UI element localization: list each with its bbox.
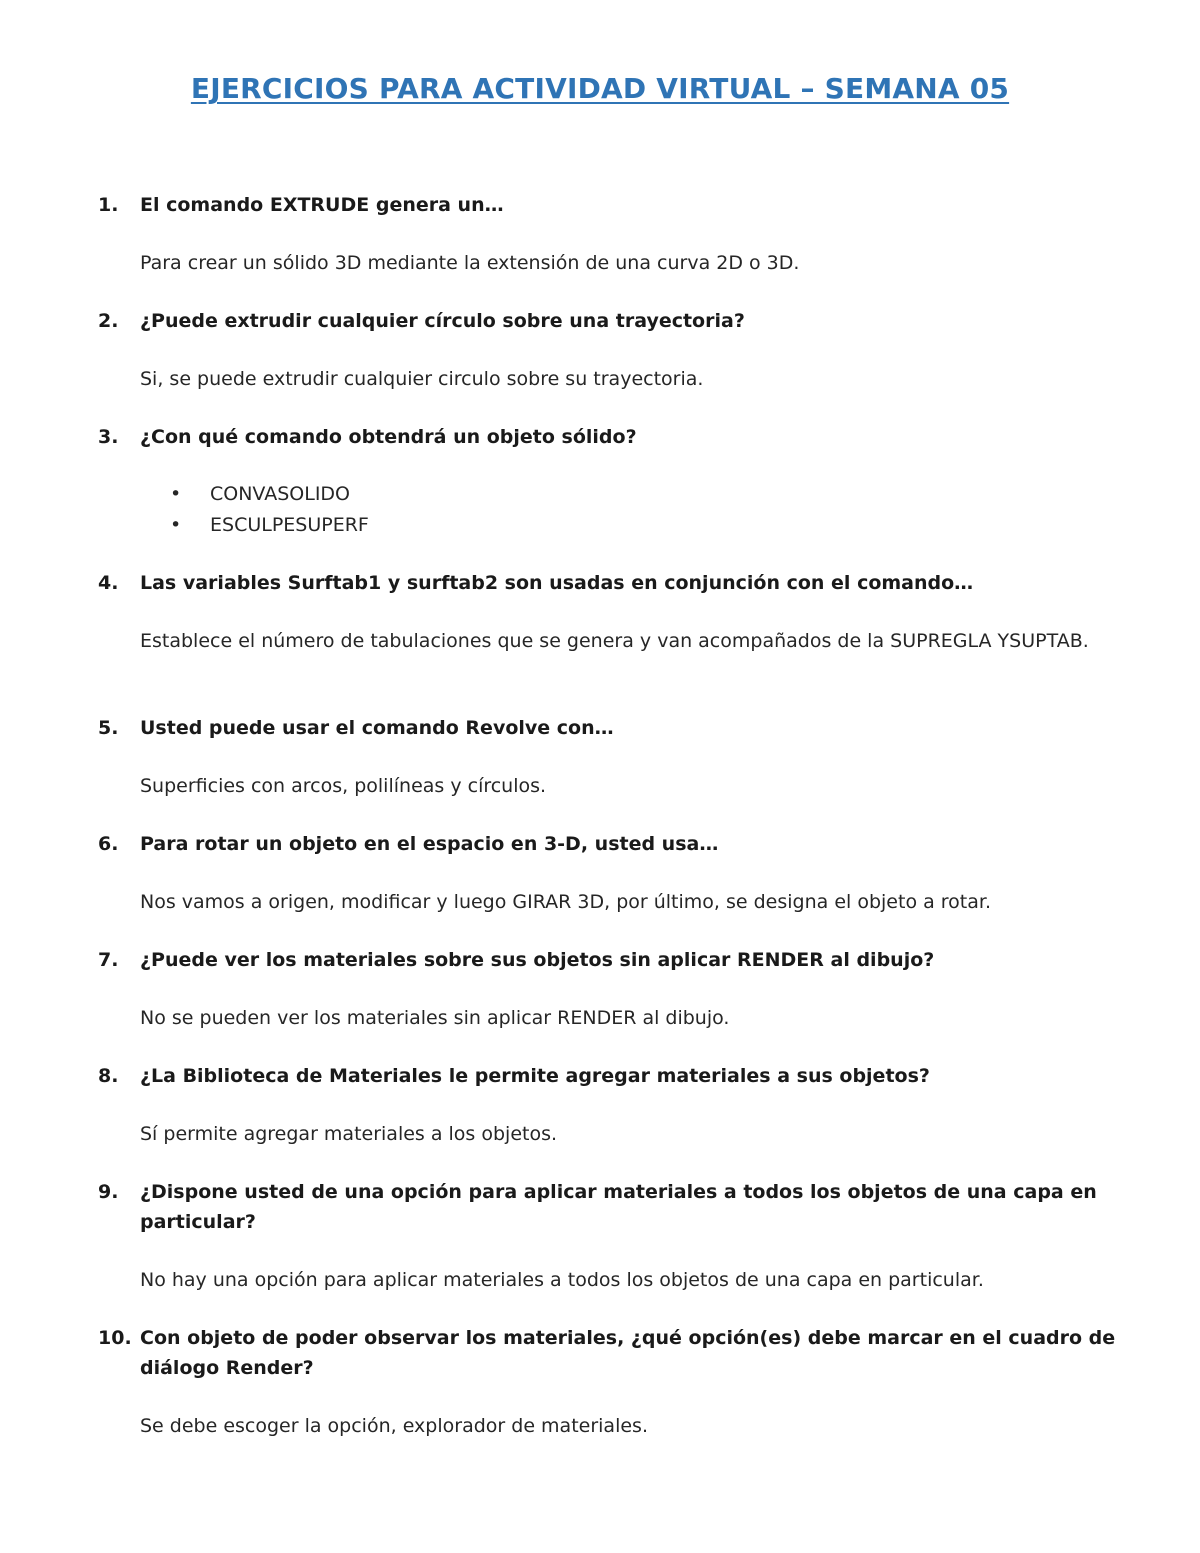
list-item: • ESCULPESUPERF [170,510,369,541]
question-10 [98,1323,1118,1383]
question-number: 4. [98,572,119,594]
question-8 [98,1061,1118,1091]
question-number: 6. [98,833,119,855]
question-number: 9. [98,1181,119,1203]
question-text: Usted puede usar el comando Revolve con… [140,717,614,739]
bullet-icon: • [170,514,182,536]
question-9 [98,1177,1118,1237]
question-number: 10. [98,1327,132,1349]
question-4 [98,568,1118,598]
question-1 [98,190,1118,220]
question-2 [98,306,1118,336]
question-number: 3. [98,426,119,448]
answer-3-list [170,479,369,541]
question-number: 8. [98,1065,119,1087]
question-text: ¿Con qué comando obtendrá un objeto sólido? [140,426,637,448]
question-number: 2. [98,310,119,332]
question-text: Las variables Surftab1 y surftab2 son usadas en conjunción con el comando… [140,572,974,594]
answer-5: Superficies con arcos, polilíneas y círculos. [140,775,547,797]
document-title: EJERCICIOS PARA ACTIVIDAD VIRTUAL – SEMANA 05 [190,72,1010,105]
answer-8: Sí permite agregar materiales a los objetos. [140,1123,558,1145]
question-number: 7. [98,949,119,971]
answer-7: No se pueden ver los materiales sin aplicar RENDER al dibujo. [140,1007,730,1029]
question-text: El comando EXTRUDE genera un… [140,194,504,216]
question-text: Para rotar un objeto en el espacio en 3-D, usted usa… [140,833,719,855]
question-5 [98,713,1118,743]
question-text: ¿Dispone usted de una opción para aplicar materiales a todos los objetos de una capa en particular? [140,1181,1097,1233]
question-text: ¿Puede ver los materiales sobre sus objetos sin aplicar RENDER al dibujo? [140,949,935,971]
question-3 [98,422,1118,452]
question-text: Con objeto de poder observar los materiales, ¿qué opción(es) debe marcar en el cuadro de diálogo Render? [140,1327,1116,1379]
answer-6: Nos vamos a origen, modificar y luego GIRAR 3D, por último, se designa el objeto a rotar. [140,891,992,913]
answer-4: Establece el número de tabulaciones que se genera y van acompañados de la SUPREGLA YSUPTAB. [140,630,1089,652]
answer-9: No hay una opción para aplicar materiales a todos los objetos de una capa en particular. [140,1269,984,1291]
answer-10: Se debe escoger la opción, explorador de materiales. [140,1415,648,1437]
answer-1: Para crear un sólido 3D mediante la extensión de una curva 2D o 3D. [140,252,800,274]
bullet-icon: • [170,483,182,505]
answer-2: Si, se puede extrudir cualquier circulo sobre su trayectoria. [140,368,704,390]
list-item: • CONVASOLIDO [170,479,369,510]
question-number: 1. [98,194,119,216]
question-text: ¿Puede extrudir cualquier círculo sobre una trayectoria? [140,310,745,332]
question-text: ¿La Biblioteca de Materiales le permite agregar materiales a sus objetos? [140,1065,930,1087]
question-7 [98,945,1118,975]
question-number: 5. [98,717,119,739]
question-6 [98,829,1118,859]
